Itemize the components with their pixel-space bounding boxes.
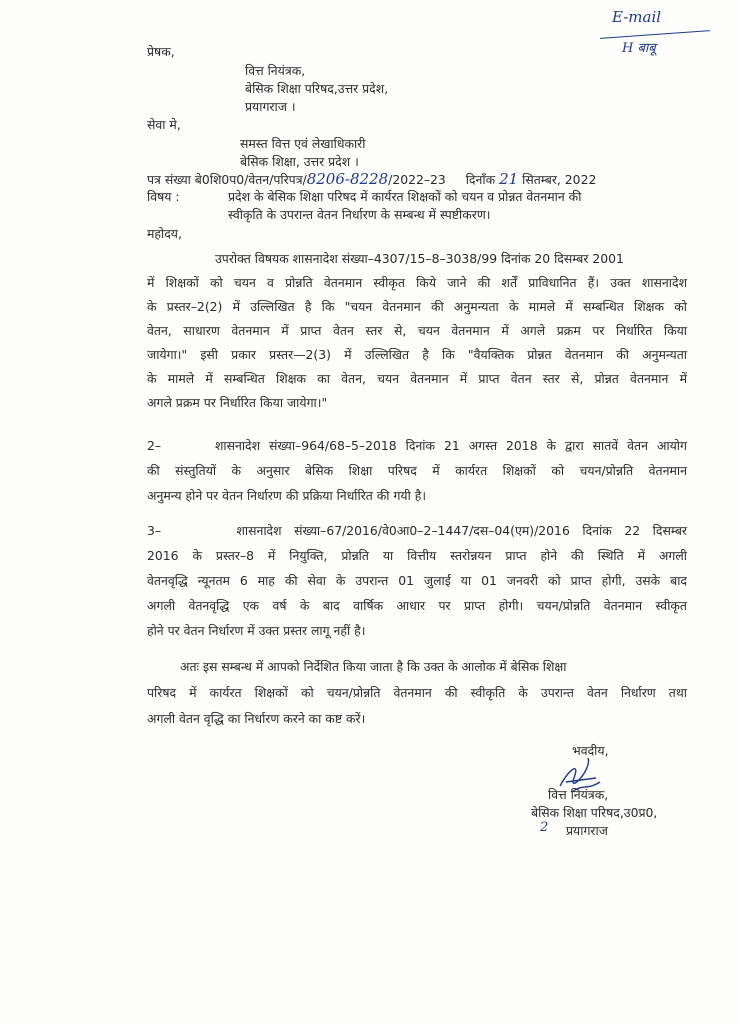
para1-line1: उपरोक्त विषयक शासनादेश संख्या–4307/15–8–3038/99 दिनांक 20 दिसम्बर 2001 xyxy=(215,251,624,266)
para3-line5: होने पर वेतन निर्धारण में उक्त प्रस्तर लागू नहीं है। xyxy=(147,623,366,638)
sender-line2: बेसिक शिक्षा परिषद,उत्तर प्रदेश, xyxy=(245,81,389,96)
reference-prefix: पत्र संख्या बे0शि0प0/वेतन/परिपत्र/ xyxy=(147,172,307,187)
date-day: 21 xyxy=(499,170,519,188)
subject-label: विषय : xyxy=(147,189,180,204)
para1-line4: वेतन, साधारण वेतनमान में प्राप्त वेतन स्तर से, चयन वेतनमान में अगले प्रक्रम पर निर्धारित किया xyxy=(147,323,687,338)
para2-line1: 2– शासनादेश संख्या–964/68–5–2018 दिनांक 21 अगस्त 2018 के द्वारा सातवें वेतन आयोग xyxy=(147,438,687,453)
subject-line2: स्वीकृति के उपरान्त वेतन निर्धारण के सम्बन्ध में स्पष्टीकरण। xyxy=(228,207,491,222)
signature-line2: बेसिक शिक्षा परिषद,उ0प्र0, xyxy=(531,805,658,820)
para3-line2: 2016 के प्रस्तर–8 में नियुक्ति, प्रोन्नति या वित्तीय स्तरोन्नयन प्राप्त होने की स्थिति में अगली xyxy=(147,548,687,563)
email-stamp-line1: E-mail xyxy=(612,8,662,26)
date-label: दिनाँक xyxy=(465,172,496,187)
signature-mark: 2 xyxy=(540,820,549,835)
recipient-label: सेवा मे, xyxy=(147,117,181,132)
salutation: महोदय, xyxy=(147,226,182,241)
subject-line1: प्रदेश के बेसिक शिक्षा परिषद में कार्यरत शिक्षकों को चयन व प्रोन्नत वेतनमान की xyxy=(228,189,582,204)
para4-line2: परिषद में कार्यरत शिक्षकों को चयन/प्रोन्नति वेतनमान की स्वीकृति के उपरान्त वेतन निर्धारण तथा xyxy=(147,685,687,700)
email-stamp-line2: H बाबू xyxy=(622,41,656,56)
reference-line xyxy=(147,170,596,188)
sender-line1: वित्त नियंत्रक, xyxy=(245,63,306,78)
para3-line3: वेतनवृद्धि न्यूनतम 6 माह की सेवा के उपरान्त 01 जुलाई या 01 जनवरी को प्राप्त होगी, उसके बाद xyxy=(147,573,687,588)
para3-line4: अगली वेतनवृद्धि एक वर्ष के बाद वार्षिक आधार पर प्राप्त होगी। चयन/प्रोन्नति वेतनमान स्वीकृत xyxy=(147,598,687,613)
para1-line2: में शिक्षकों को चयन व प्रोन्नति वेतनमान स्वीकृत किये जाने की शर्तें प्राविधानित हैं। उक्त शासनादेश xyxy=(147,275,687,290)
signature-line1: वित्त नियंत्रक, xyxy=(548,787,609,802)
recipient-line1: समस्त वित्त एवं लेखाधिकारी xyxy=(240,136,366,151)
signature-closing: भवदीय, xyxy=(572,743,609,758)
sender-label: प्रेषक, xyxy=(147,44,175,59)
reference-year: /2022–23 xyxy=(388,172,446,187)
para2-line3: अनुमन्य होने पर वेतन निर्धारण की प्रक्रिया निर्धारित की गयी है। xyxy=(147,488,427,503)
para1-line6: के मामले में सम्बन्धित शिक्षक का वेतन, चयन वेतनमान में प्राप्त वेतन स्तर से, प्रोन्नत वेतनमान में xyxy=(147,371,687,386)
recipient-line2: बेसिक शिक्षा, उत्तर प्रदेश । xyxy=(240,154,359,169)
para1-line5: जायेगा।" इसी प्रकार प्रस्तर—2(3) में उल्लिखित है कि "वैयक्तिक प्रोन्नत वेतनमान की अनुमन्यता xyxy=(147,347,687,362)
para2-line2: की संस्तुतियों के अनुसार बेसिक शिक्षा परिषद में कार्यरत शिक्षकों को चयन/प्रोन्नति वेतनमान xyxy=(147,463,687,478)
para4-line1: अतः इस सम्बन्ध में आपको निर्देशित किया जाता है कि उक्त के आलोक में बेसिक शिक्षा xyxy=(180,659,567,674)
para1-line7: अगले प्रक्रम पर निर्धारित किया जायेगा।" xyxy=(147,395,328,410)
sender-line3: प्रयागराज । xyxy=(245,99,296,114)
date-rest: सितम्बर, 2022 xyxy=(522,172,597,187)
para1-line3: के प्रस्तर–2(2) में उल्लिखित है कि "चयन वेतनमान की अनुमन्यता के मामले में सम्बन्धित शिक्षक को xyxy=(147,299,687,314)
reference-number: 8206-8228 xyxy=(306,170,389,188)
para4-line3: अगली वेतन वृद्धि का निर्धारण करने का कष्ट करें। xyxy=(147,711,366,726)
para3-line1: 3– शासनादेश संख्या–67/2016/वे0आ0–2–1447/दस–04(एम)/2016 दिनांक 22 दिसम्बर xyxy=(147,523,687,538)
signature-line3: प्रयागराज xyxy=(566,823,608,838)
